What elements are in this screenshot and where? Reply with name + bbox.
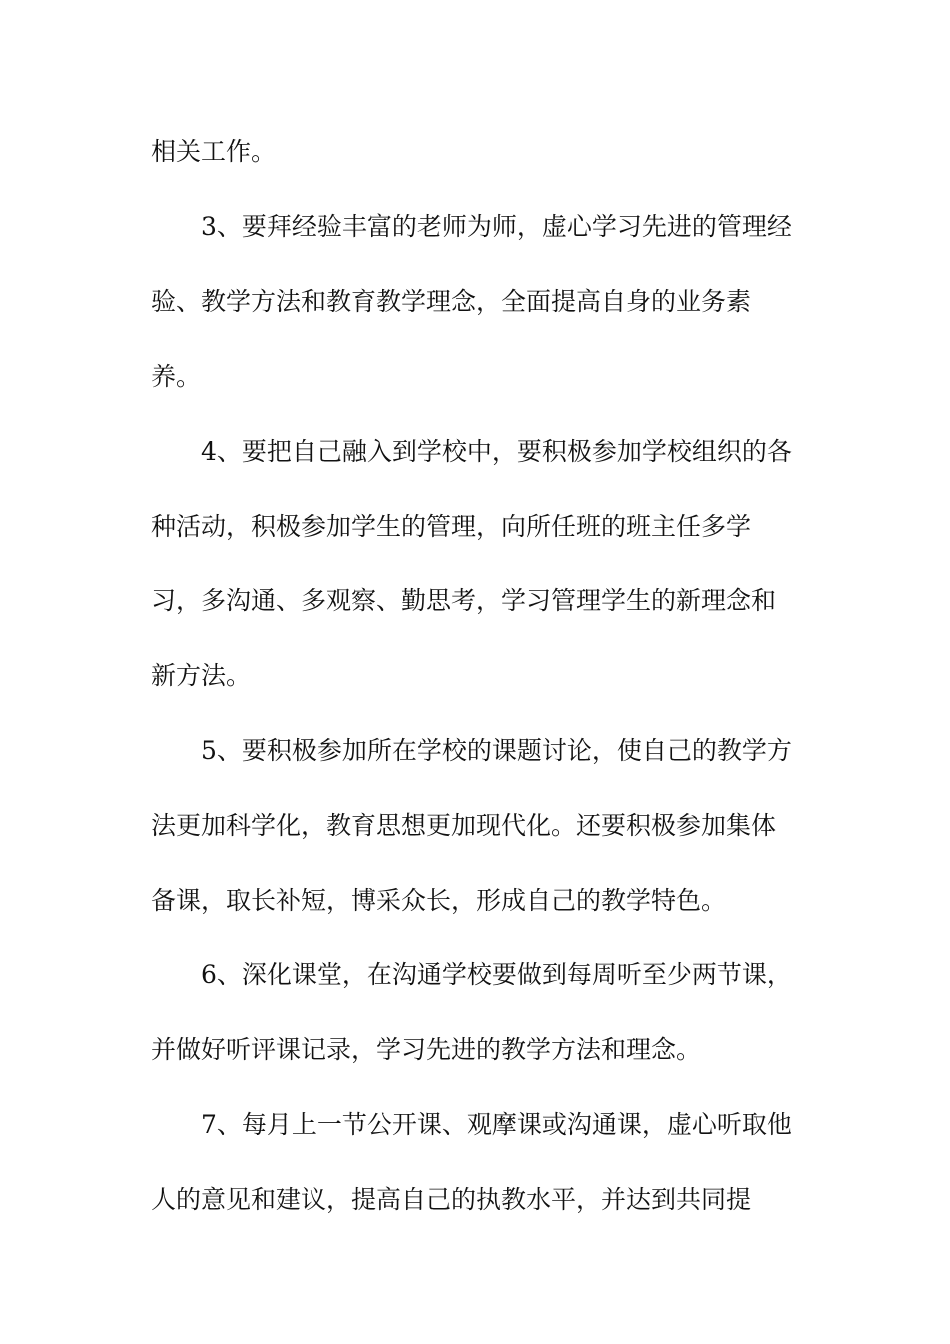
paragraph-line: 6、深化课堂，在沟通学校要做到每周听至少两节课， xyxy=(201,960,792,989)
paragraph-line: 验、教学方法和教育教学理念，全面提高自身的业务素 xyxy=(151,287,752,316)
paragraph-line: 5、要积极参加所在学校的课题讨论，使自己的教学方 xyxy=(201,736,792,765)
paragraph-line: 3、要拜经验丰富的老师为师，虚心学习先进的管理经 xyxy=(201,212,792,241)
paragraph-line: 并做好听评课记录，学习先进的教学方法和理念。 xyxy=(151,1035,702,1064)
paragraph-line: 养。 xyxy=(151,362,202,391)
paragraph-line: 相关工作。 xyxy=(151,137,277,166)
paragraph-line: 人的意见和建议，提高自己的执教水平，并达到共同提 xyxy=(151,1185,752,1214)
paragraph-line: 7、每月上一节公开课、观摩课或沟通课，虚心听取他 xyxy=(201,1110,792,1139)
paragraph-line: 4、要把自己融入到学校中，要积极参加学校组织的各 xyxy=(201,437,792,466)
paragraph-line: 法更加科学化，教育思想更加现代化。还要积极参加集体 xyxy=(151,811,777,840)
paragraph-line: 种活动，积极参加学生的管理，向所任班的班主任多学 xyxy=(151,512,752,541)
paragraph-line: 习，多沟通、多观察、勤思考，学习管理学生的新理念和 xyxy=(151,586,777,615)
paragraph-line: 新方法。 xyxy=(151,661,252,690)
paragraph-line: 备课，取长补短，博采众长，形成自己的教学特色。 xyxy=(151,886,727,915)
